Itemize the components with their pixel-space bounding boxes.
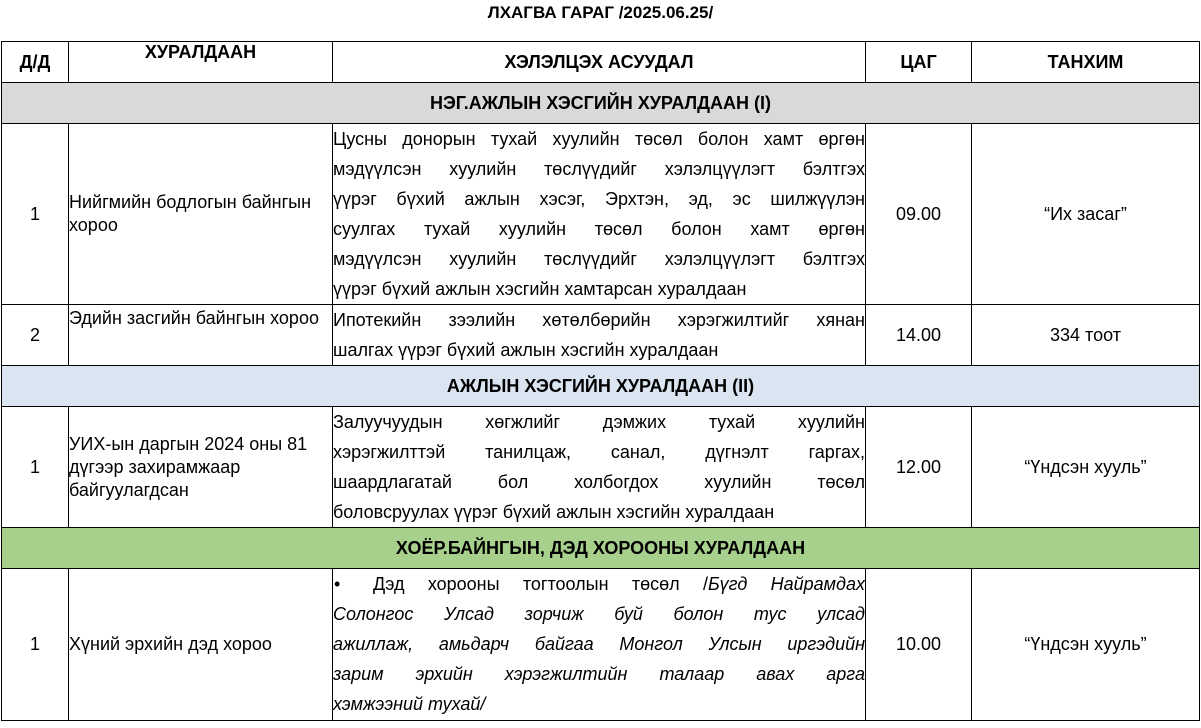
header-room: ТАНХИМ (972, 42, 1200, 83)
agenda-line: Цусны донорын тухай хуулийн төсөл болон хамт өргөн (333, 129, 865, 149)
agenda-line: ажиллаж, амьдарч байгаа Монгол Улсын иргэдийн (333, 634, 865, 654)
meeting-time: 10.00 (866, 569, 972, 721)
agenda-line: мэдүүлсэн хуулийн төслүүдийг хэлэлцүүлэгт бэлтгэх (333, 249, 865, 269)
agenda-line: суулгах тухай хуулийн төсөл болон хамт өргөн (333, 219, 865, 239)
row-number: 2 (2, 305, 69, 366)
agenda-topic (333, 124, 866, 305)
row-number: 1 (2, 569, 69, 721)
agenda-line: боловсруулах үүрэг бүхий ажлын хэсгийн хуралдаан (333, 502, 775, 522)
header-row (2, 42, 1200, 83)
agenda-line-prefix: Дэд хорооны тогтоолын төсөл / (373, 574, 708, 594)
agenda-line: хэрэгжилттэй танилцаж, санал, дүгнэлт гаргах, (333, 442, 865, 462)
meeting-name: УИХ-ын даргын 2024 оны 81 дүгээр захирамжаар байгуулагдсан (69, 407, 333, 528)
meeting-room: “Их засаг” (972, 124, 1200, 305)
section-title: ХОЁР.БАЙНГЫН, ДЭД ХОРООНЫ ХУРАЛДААН (2, 528, 1200, 569)
header-topic: ХЭЛЭЛЦЭХ АСУУДАЛ (333, 42, 866, 83)
meeting-time: 12.00 (866, 407, 972, 528)
row-number: 1 (2, 407, 69, 528)
meeting-name: Хүний эрхийн дэд хороо (69, 569, 333, 721)
table-row (2, 305, 1200, 366)
meeting-name: Эдийн засгийн байнгын хороо (69, 305, 333, 366)
agenda-bullet-item (333, 569, 865, 599)
meeting-time: 09.00 (866, 124, 972, 305)
meeting-room: 334 тоот (972, 305, 1200, 366)
meeting-room: “Үндсэн хууль” (972, 407, 1200, 528)
agenda-line: мэдүүлсэн хуулийн төслүүдийг хэлэлцүүлэгт бэлтгэх (333, 159, 865, 179)
section-title: НЭГ.АЖЛЫН ХЭСГИЙН ХУРАЛДААН (I) (2, 83, 1200, 124)
agenda-line: Залуучуудын хөгжлийг дэмжих тухай хуулийн (333, 412, 865, 432)
agenda-line-italic: Бүгд Найрамдах (707, 574, 865, 594)
agenda-line (373, 569, 865, 599)
page-title: ЛХАГВА ГАРАГ /2025.06.25/ (487, 3, 714, 22)
agenda-topic (333, 569, 866, 721)
agenda-topic (333, 305, 866, 366)
meeting-room: “Үндсэн хууль” (972, 569, 1200, 721)
meeting-name: Нийгмийн бодлогын байнгын хороо (69, 124, 333, 305)
table-row (2, 569, 1200, 721)
agenda-continuation (333, 599, 865, 719)
bullet-icon: • (334, 574, 341, 594)
section-header (2, 83, 1200, 124)
header-meeting: ХУРАЛДААН (69, 42, 333, 83)
agenda-line: шаардлагатай бол холбогдох хуулийн төсөл (333, 472, 865, 492)
table-row (2, 124, 1200, 305)
row-number: 1 (2, 124, 69, 305)
header-time: ЦАГ (866, 42, 972, 83)
section-title: АЖЛЫН ХЭСГИЙН ХУРАЛДААН (II) (2, 366, 1200, 407)
meeting-time: 14.00 (866, 305, 972, 366)
agenda-line: Солонгос Улсад зорчиж буй болон тус улсад (333, 604, 865, 624)
agenda-line: шалгах үүрэг бүхий ажлын хэсгийн хуралдаан (333, 340, 719, 360)
agenda-line: зарим эрхийн хэрэгжилтийн талаар авах арга (333, 664, 865, 684)
section-header (2, 528, 1200, 569)
agenda-line: хэмжээний тухай/ (333, 694, 486, 714)
agenda-line: үүрэг бүхий ажлын хэсэг, Эрхтэн, эд, эс шилжүүлэн (333, 189, 865, 209)
header-no: Д/Д (2, 42, 69, 83)
agenda-line: Ипотекийн зээлийн хөтөлбөрийн хэрэгжилтийг хянан (333, 310, 865, 330)
table-row (2, 407, 1200, 528)
schedule-table (1, 41, 1200, 721)
section-header (2, 366, 1200, 407)
agenda-line: үүрэг бүхий ажлын хэсгийн хамтарсан хуралдаан (333, 279, 747, 299)
agenda-topic (333, 407, 866, 528)
